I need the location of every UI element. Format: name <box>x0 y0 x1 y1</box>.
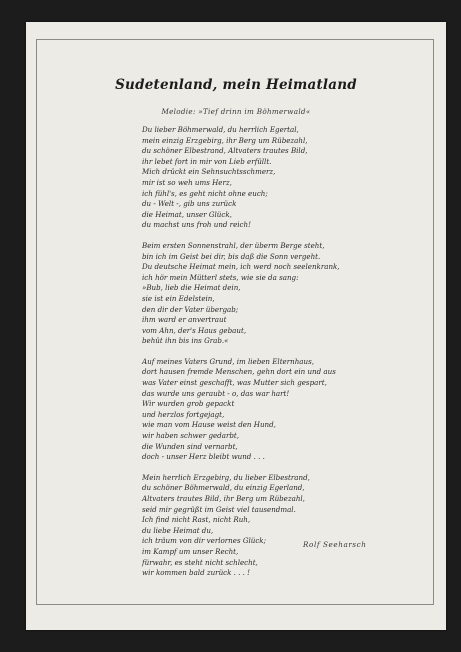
author-name: Rolf Seeharsch <box>303 540 367 549</box>
melody-note: Melodie: »Tief drinn im Böhmerwald« <box>161 107 311 116</box>
verse-line: ich fühl's, es geht nicht ohne euch; <box>142 188 268 198</box>
verse-line: Mich drückt ein Sehnsuchtsschmerz, <box>142 167 276 177</box>
verse-line: ihm ward er anvertraut <box>142 315 227 325</box>
verse-line: ihr lebet fort in mir von Lieb erfüllt. <box>142 156 272 166</box>
verse-line: Altvaters trautes Bild, ihr Berg um Rübezahl, <box>142 494 305 503</box>
verse-line: »Bub, lieb die Heimat dein, <box>142 283 241 293</box>
verse-line: was Vater einst geschafft, was Mutter sich gespart, <box>142 378 327 388</box>
verse-line: Mein herrlich Erzgebirg, du lieber Elbestrand, <box>142 472 310 482</box>
verse-line: bin ich im Geist bei dir, bis daß die Sonn vergeht. <box>142 251 321 261</box>
stanza-3 <box>142 357 442 463</box>
poem-text <box>142 125 442 589</box>
verse-line: du schöner Böhmerwald, du einzig Egerland, <box>142 483 305 493</box>
verse-line: Wir wurden grob gepackt <box>142 399 235 409</box>
verse-line: dort hausen fremde Menschen, gehn dort ein und aus <box>142 367 336 377</box>
verse-line: wie man vom Hause weist den Hund, <box>142 420 276 430</box>
stanza-1 <box>142 125 442 231</box>
verse-line: die Wunden sind vernarbt, <box>142 441 238 451</box>
verse-line: du liebe Heimat du, <box>142 525 214 535</box>
verse-line: doch - unser Herz bleibt wund . . . <box>142 452 265 462</box>
verse-line: Beim ersten Sonnenstrahl, der überm Berge steht, <box>142 240 325 250</box>
verse-line: du - Welt -, gib uns zurück <box>142 199 237 209</box>
verse-line: du schöner Elbestrand, Altvaters trautes Bild, <box>142 146 308 156</box>
verse-line: Du deutsche Heimat mein, ich werd noch seelenkrank, <box>142 262 340 272</box>
verse-line: seid mir gegrüßt im Geist viel tausendmal. <box>142 504 296 514</box>
verse-line: sie ist ein Edelstein, <box>142 293 215 303</box>
verse-line: du machst uns froh und reich! <box>142 220 251 230</box>
stanza-4 <box>142 473 442 579</box>
verse-line: fürwahr, es steht nicht schlecht, <box>142 557 258 567</box>
verse-line: ich hör mein Mütterl stets, wie sie da sang: <box>142 272 299 282</box>
verse-line: vom Ahn, der's Haus gebaut, <box>142 325 247 335</box>
verse-line: im Kampf um unser Recht, <box>142 546 239 556</box>
song-title: Sudetenland, mein Heimatland <box>115 77 357 93</box>
verse-line: ich träum von dir verlornes Glück; <box>142 536 266 546</box>
verse-line: und herzlos fortgejagt, <box>142 409 225 419</box>
verse-line: mein einzig Erzgebirg, ihr Berg um Rübezahl, <box>142 135 308 145</box>
verse-line: Auf meines Vaters Grund, im lieben Elternhaus, <box>142 356 314 366</box>
verse-line: mir ist so weh ums Herz, <box>142 177 232 187</box>
stanza-2 <box>142 241 442 347</box>
postcard <box>26 22 446 630</box>
verse-line: behüt ihn bis ins Grab.« <box>142 336 229 346</box>
verse-line: den dir der Vater übergab; <box>142 304 239 314</box>
verse-line: wir kommen bald zurück . . . ! <box>142 568 251 578</box>
verse-line: wir haben schwer gedarbt, <box>142 431 239 441</box>
verse-line: die Heimat, unser Glück, <box>142 209 232 219</box>
verse-line: Du lieber Böhmerwald, du herrlich Egertal, <box>142 125 299 134</box>
verse-line: Ich find nicht Rast, nicht Ruh, <box>142 515 251 525</box>
verse-line: das wurde uns geraubt - o, das war hart! <box>142 388 290 398</box>
